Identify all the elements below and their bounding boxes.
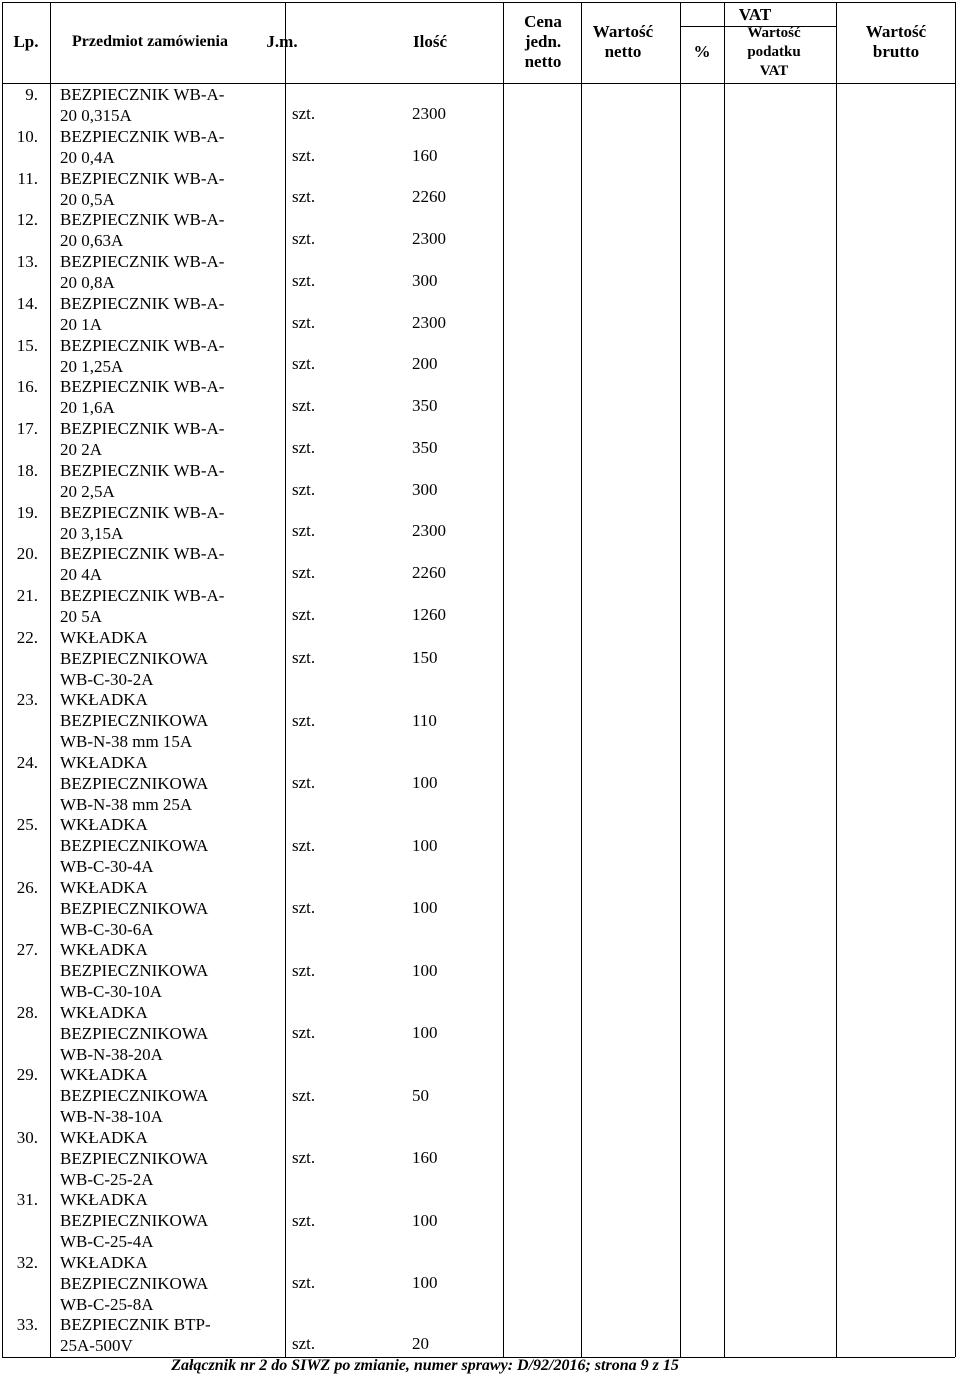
header-unit: J.m. bbox=[266, 32, 298, 51]
row-item-line: BEZPIECZNIKOWA bbox=[60, 1086, 209, 1106]
row-lp: 33. bbox=[16, 1315, 38, 1335]
row-unit: szt. bbox=[292, 187, 316, 207]
row-qty: 2300 bbox=[412, 103, 446, 123]
row-item-line: WKŁADKA bbox=[60, 877, 148, 897]
row-unit: szt. bbox=[292, 898, 316, 917]
header-item: Przedmiot zamówienia bbox=[72, 33, 228, 50]
row-qty: 2260 bbox=[412, 187, 446, 207]
row-unit: szt. bbox=[292, 312, 316, 332]
column-divider bbox=[285, 2, 286, 1357]
header-percent: % bbox=[693, 42, 711, 61]
row-item-line: 20 1A bbox=[60, 314, 103, 334]
row-item-line: WB-C-25-2A bbox=[60, 1169, 154, 1189]
row-item-line: 20 1,6A bbox=[60, 398, 115, 418]
header-net-value: Wartość netto bbox=[592, 22, 654, 61]
row-item-line: BEZPIECZNIKOWA bbox=[60, 648, 209, 668]
row-lp: 27. bbox=[16, 940, 38, 960]
row-item-line: WB-C-25-8A bbox=[60, 1294, 154, 1314]
row-qty: 160 bbox=[412, 1148, 438, 1167]
row-item-line: BEZPIECZNIK WB-A- bbox=[60, 586, 225, 605]
row-item-line: 20 1,25A bbox=[60, 356, 124, 376]
row-qty: 100 bbox=[412, 773, 438, 792]
header-vat-value: Wartość podatku VAT bbox=[747, 25, 801, 79]
row-item-line: WB-N-38-10A bbox=[60, 1107, 163, 1127]
row-unit: szt. bbox=[292, 960, 316, 980]
row-item-line: BEZPIECZNIKOWA bbox=[60, 1273, 209, 1293]
row-lp: 19. bbox=[16, 502, 38, 522]
row-qty: 2300 bbox=[412, 312, 446, 332]
row-unit: szt. bbox=[292, 521, 316, 541]
row-item-line: 20 0,315A bbox=[60, 106, 132, 125]
header-lp: Lp. bbox=[13, 32, 39, 51]
row-unit: szt. bbox=[292, 648, 316, 667]
row-lp: 12. bbox=[16, 210, 38, 230]
row-qty: 300 bbox=[412, 270, 438, 290]
row-unit: szt. bbox=[292, 354, 316, 374]
row-qty: 2260 bbox=[412, 563, 446, 582]
header-gross-value: Wartość brutto bbox=[865, 22, 927, 61]
row-item-line: 20 4A bbox=[60, 565, 103, 585]
row-qty: 160 bbox=[412, 145, 438, 165]
row-lp: 18. bbox=[16, 460, 38, 480]
row-lp: 26. bbox=[16, 877, 38, 897]
row-lp: 14. bbox=[16, 293, 38, 313]
row-unit: szt. bbox=[292, 1210, 316, 1230]
row-item-line: WKŁADKA bbox=[60, 1002, 148, 1022]
row-item-line: WB-C-25-4A bbox=[60, 1232, 154, 1252]
row-item-line: WB-N-38 mm 25A bbox=[60, 794, 193, 814]
row-qty: 350 bbox=[412, 396, 438, 415]
row-item-line: WB-C-30-10A bbox=[60, 982, 162, 1002]
row-item-line: BEZPIECZNIK WB-A- bbox=[60, 168, 225, 188]
row-item-line: 20 2A bbox=[60, 440, 103, 459]
row-item-line: BEZPIECZNIK WB-A- bbox=[60, 210, 225, 230]
row-item-line: BEZPIECZNIK WB-A- bbox=[60, 544, 225, 564]
row-qty: 300 bbox=[412, 479, 438, 499]
row-lp: 28. bbox=[16, 1002, 38, 1022]
row-lp: 16. bbox=[16, 377, 38, 397]
row-item-line: WKŁADKA bbox=[60, 1065, 148, 1085]
row-item-line: BEZPIECZNIKOWA bbox=[60, 711, 209, 731]
row-lp: 32. bbox=[16, 1252, 38, 1272]
page-footer: Załącznik nr 2 do SIWZ po zmianie, numer sprawy: D/92/2016; strona 9 z 15 bbox=[171, 1357, 679, 1374]
row-item-line: BEZPIECZNIKOWA bbox=[60, 898, 209, 918]
row-item-line: WB-N-38-20A bbox=[60, 1044, 163, 1064]
row-unit: szt. bbox=[292, 229, 316, 248]
row-unit: szt. bbox=[292, 1148, 316, 1167]
row-item-line: BEZPIECZNIKOWA bbox=[60, 773, 209, 793]
row-lp: 22. bbox=[16, 627, 38, 647]
row-item-line: BEZPIECZNIK WB-A- bbox=[60, 377, 225, 397]
row-item-line: 20 0,8A bbox=[60, 273, 115, 292]
row-item-line: 20 3,15A bbox=[60, 523, 124, 543]
row-item-line: BEZPIECZNIK WB-A- bbox=[60, 335, 225, 355]
row-unit: szt. bbox=[292, 835, 316, 855]
row-item-line: WB-C-30-6A bbox=[60, 919, 154, 939]
row-unit: szt. bbox=[292, 145, 316, 165]
row-lp: 31. bbox=[16, 1190, 38, 1210]
row-item-line: WKŁADKA bbox=[60, 752, 148, 772]
row-item-line: BEZPIECZNIKOWA bbox=[60, 961, 209, 981]
row-lp: 29. bbox=[16, 1065, 38, 1085]
row-unit: szt. bbox=[292, 103, 316, 123]
row-lp: 11. bbox=[17, 168, 38, 188]
row-unit: szt. bbox=[292, 479, 316, 499]
column-divider bbox=[503, 2, 504, 1357]
row-item-line: BEZPIECZNIK WB-A- bbox=[60, 126, 225, 146]
row-unit: szt. bbox=[292, 437, 316, 457]
row-lp: 9. bbox=[25, 85, 38, 104]
row-item-line: BEZPIECZNIK WB-A- bbox=[60, 85, 225, 104]
row-item-line: WKŁADKA bbox=[60, 815, 148, 835]
row-item-line: BEZPIECZNIK WB-A- bbox=[60, 502, 225, 522]
row-item-line: WB-C-30-4A bbox=[60, 857, 154, 877]
row-qty: 100 bbox=[412, 1273, 438, 1292]
row-lp: 15. bbox=[16, 335, 38, 355]
row-qty: 350 bbox=[412, 437, 438, 457]
row-item-line: 20 5A bbox=[60, 607, 103, 626]
row-qty: 100 bbox=[412, 960, 438, 980]
row-qty: 100 bbox=[412, 898, 438, 917]
column-divider bbox=[581, 2, 582, 1357]
row-item-line: BEZPIECZNIK WB-A- bbox=[60, 419, 225, 438]
row-qty: 100 bbox=[412, 1023, 438, 1042]
column-divider bbox=[2, 2, 3, 1357]
column-divider bbox=[50, 2, 51, 1357]
row-unit: szt. bbox=[292, 1334, 316, 1353]
row-item-line: BEZPIECZNIKOWA bbox=[60, 1148, 209, 1168]
row-qty: 150 bbox=[412, 648, 438, 667]
row-item-line: BEZPIECZNIK WB-A- bbox=[60, 293, 225, 313]
row-lp: 23. bbox=[16, 690, 38, 710]
row-qty: 100 bbox=[412, 1210, 438, 1230]
column-divider bbox=[680, 2, 681, 1357]
row-item-line: 20 2,5A bbox=[60, 481, 115, 501]
row-item-line: WKŁADKA bbox=[60, 940, 148, 960]
row-lp: 17. bbox=[16, 419, 38, 438]
column-divider bbox=[836, 2, 837, 1357]
row-lp: 30. bbox=[16, 1127, 38, 1147]
row-unit: szt. bbox=[292, 396, 316, 415]
row-unit: szt. bbox=[292, 1023, 316, 1042]
row-item-line: WB-N-38 mm 15A bbox=[60, 732, 193, 752]
table-top-border bbox=[2, 2, 955, 3]
row-qty: 50 bbox=[412, 1085, 429, 1105]
row-item-line: BEZPIECZNIK WB-A- bbox=[60, 460, 225, 480]
row-unit: szt. bbox=[292, 1085, 316, 1105]
row-item-line: WKŁADKA bbox=[60, 1127, 148, 1147]
column-divider bbox=[724, 2, 725, 1357]
row-unit: szt. bbox=[292, 604, 316, 624]
row-qty: 20 bbox=[412, 1334, 429, 1353]
row-item-line: 20 0,5A bbox=[60, 189, 115, 209]
row-lp: 10. bbox=[16, 126, 38, 146]
row-qty: 1260 bbox=[412, 604, 446, 624]
row-unit: szt. bbox=[292, 773, 316, 792]
header-qty: Ilość bbox=[413, 32, 447, 51]
row-item-line: BEZPIECZNIK BTP- bbox=[60, 1315, 211, 1335]
column-divider bbox=[955, 2, 956, 1357]
row-item-line: WKŁADKA bbox=[60, 627, 148, 647]
row-item-line: BEZPIECZNIKOWA bbox=[60, 1023, 209, 1043]
row-qty: 100 bbox=[412, 835, 438, 855]
row-item-line: BEZPIECZNIKOWA bbox=[60, 1211, 209, 1231]
header-unit-price: Cena jedn. netto bbox=[524, 12, 562, 71]
row-qty: 200 bbox=[412, 354, 438, 374]
row-lp: 25. bbox=[16, 815, 38, 835]
row-lp: 21. bbox=[16, 586, 38, 605]
row-unit: szt. bbox=[292, 270, 316, 290]
row-qty: 110 bbox=[412, 710, 437, 730]
row-lp: 13. bbox=[16, 252, 38, 271]
row-item-line: 20 0,4A bbox=[60, 147, 115, 167]
row-lp: 24. bbox=[16, 752, 38, 772]
row-item-line: WB-C-30-2A bbox=[60, 669, 154, 689]
row-item-line: 25A-500V bbox=[60, 1336, 133, 1356]
header-vat: VAT bbox=[738, 5, 772, 24]
row-unit: szt. bbox=[292, 1273, 316, 1292]
row-qty: 2300 bbox=[412, 521, 446, 541]
row-item-line: WKŁADKA bbox=[60, 1190, 148, 1210]
row-item-line: 20 0,63A bbox=[60, 231, 124, 251]
row-qty: 2300 bbox=[412, 229, 446, 248]
row-lp: 20. bbox=[16, 544, 38, 564]
row-unit: szt. bbox=[292, 563, 316, 582]
row-unit: szt. bbox=[292, 710, 316, 730]
row-item-line: WKŁADKA bbox=[60, 690, 148, 710]
row-item-line: WKŁADKA bbox=[60, 1252, 148, 1272]
row-item-line: BEZPIECZNIK WB-A- bbox=[60, 252, 225, 271]
row-item-line: BEZPIECZNIKOWA bbox=[60, 836, 209, 856]
